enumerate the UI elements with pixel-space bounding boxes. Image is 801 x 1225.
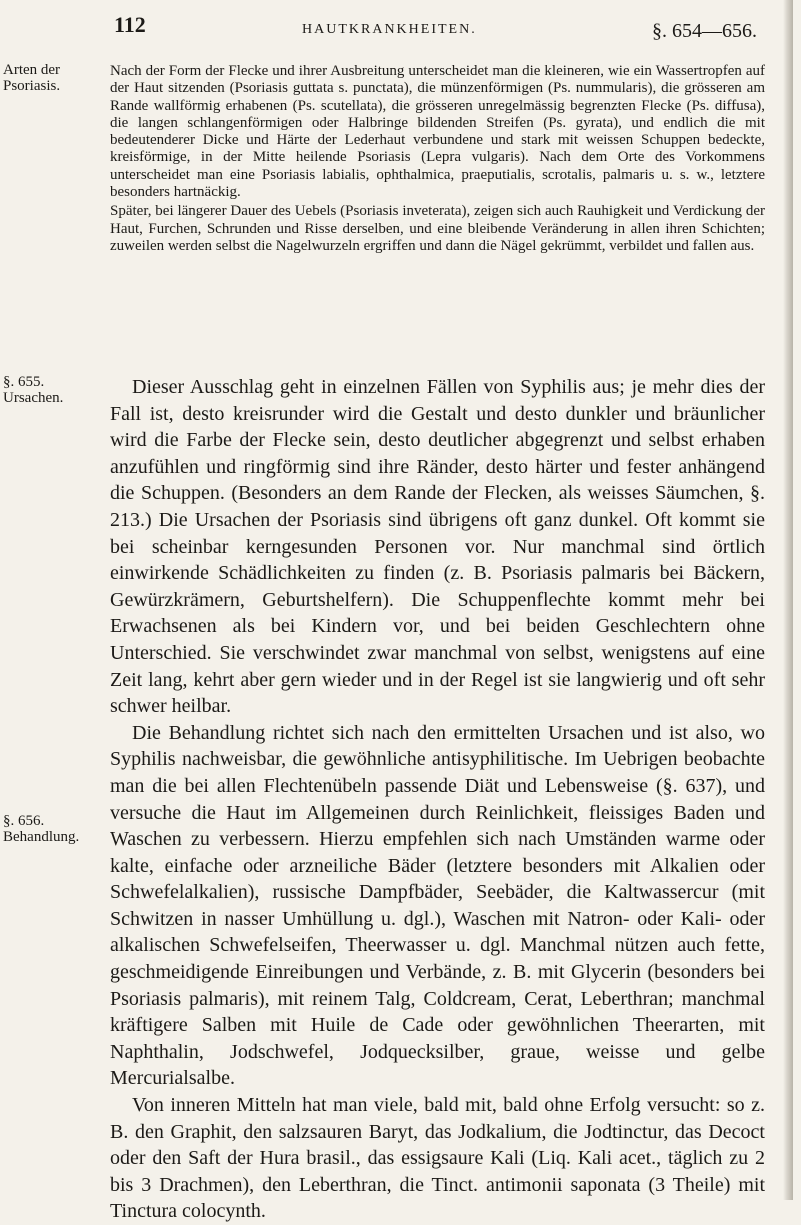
paragraph-innere-mittel: Von inneren Mitteln hat man viele, bald mit, bald ohne Erfolg versucht: so z. B. den Graphit, den salzsauren Baryt, das Jodkalium, die Jodtinctur, das Decoct oder den Saft der Hura brasil., das essigsaure Kali (Liq. Kali acet., täglich zu 2 bis 3 Drachmen), den Leberthran, die Tinct. antimonii saponata (3 Theile) mit Tinctura colocynth. [110,1094,765,1223]
page-edge-shadow [783,0,793,1200]
paragraph-ursachen: Dieser Ausschlag geht in einzelnen Fällen von Syphilis aus; je mehr dies der Fall ist, desto kreisrunder wird die Gestalt und desto dunkler und bräunlicher wird die Farbe der Flecke sein, desto deutlicher abgegrenzt und selbst erhaben anzufühlen und ringförmig sind ihre Ränder, desto härter und fester anhängend die Schuppen. (Besonders an dem Rande der Flecken, als weisses Säumchen, §. 213.) Die Ursachen der Psoriasis sind übrigens oft ganz dunkel. Oft kommt sie bei scheinbar kerngesunden Personen vor. Nur manchmal sind örtlich einwirkende Schädlichkeiten zu finden (z. B. Psoriasis palmaris bei Bäckern, Gewürzkrämern, Geburtshelfern). Die Schuppenflechte kommt mehr bei Erwachsenen als bei Kindern vor, und bei beiden Geschlechtern ohne Unterschied. Sie verschwindet zwar manchmal von selbst, wenigstens auf eine Zeit lang, kehrt aber gern wieder und in der Regel ist sie langwierig und oft sehr schwer heilbar. [110,376,765,718]
main-text-section [110,374,765,1225]
small-print-section [110,63,765,255]
running-title: HAUTKRANKHEITEN. [302,22,477,37]
paragraph-arten: Nach der Form der Flecke und ihrer Ausbreitung unterscheidet man die kleineren, wie ein Wassertropfen auf der Haut sitzenden (Psoriasis guttata s. punctata), die münzenförmigen (Ps. nummularis), die grösseren am Rande wallförmig erhabenen (Ps. scutellata), die grösseren unregelmässig begrenzten Flecke (Ps. diffusa), die langen schlangenförmigen oder Halbringe bildenden Streifen (Ps. gyrata), und endlich die mit bedeutenderer Dicke und Härte der Lederhaut verbundene und stark mit weissen Schuppen bedeckte, kreisförmige, in der Mitte heilende Psoriasis (Lepra vulgaris). Nach dem Orte des Vorkommens unterscheidet man eine Psoriasis labialis, ophthalmica, praeputialis, scrotalis, palmaris u. s. w., letztere besonders hartnäckig. [110,63,765,201]
section-range: §. 654—656. [652,20,757,42]
paragraph-behandlung: Die Behandlung richtet sich nach den ermittelten Ursachen und ist also, wo Syphilis nachweisbar, die gewöhnliche antisyphilitische. Im Uebrigen beobachte man die bei allen Flechtenübeln passende Diät und Lebensweise (§. 637), und versuche die Haut im Allgemeinen durch Reinlichkeit, fleissiges Baden und Waschen zu verbessern. Hierzu empfehlen sich nach Umständen warme oder kalte, einfache oder arzneiliche Bäder (letztere besonders mit Alkalien oder Schwefelalkalien), russische Dampfbäder, Seebäder, die Kaltwassercur (mit Schwitzen in nasser Umhüllung u. dgl.), Waschen mit Natron- oder Kali- oder alkalischen Schwefelseifen, Theerwasser u. dgl. Manchmal nützen auch fette, geschmeidigende Einreibungen und Verbände, z. B. mit Glycerin (besonders bei Psoriasis palmaris), mit reinem Talg, Coldcream, Cerat, Leberthran; manchmal kräftigere Salben mit Huile de Cade oder gewöhnlichen Theerarten, mit Naphthalin, Jodschwefel, Jodquecksilber, graue, weisse und gelbe Mercurialsalbe. [110,721,765,1090]
margin-note-ursachen: §. 655. Ursachen. [3,374,64,406]
margin-note-arten: Arten der Psoriasis. [3,62,61,94]
paragraph-spaeter: Später, bei längerer Dauer des Uebels (Psoriasis inveterata), zeigen sich auch Rauhigkeit und Verdickung der Haut, Furchen, Schrunden und Risse derselben, und eine bleibende Veränderung in allen ihren Schichten; zuweilen werden selbst die Nagelwurzeln ergriffen und dann die Nägel gekrümmt, verbildet und fallen aus. [110,203,765,254]
page-number: 112 [114,12,146,37]
page-header [0,12,801,52]
margin-note-behandlung: §. 656. Behandlung. [3,813,80,845]
